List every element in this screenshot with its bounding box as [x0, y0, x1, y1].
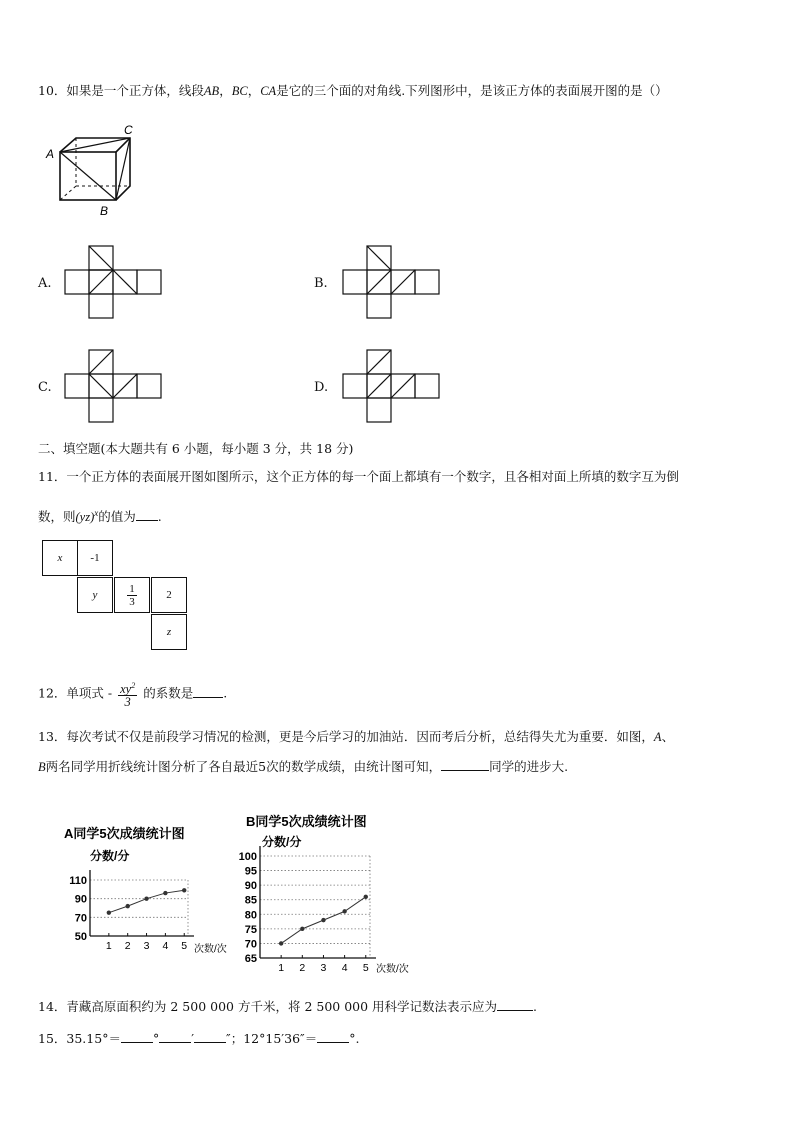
- net-cell-x: x: [42, 540, 78, 576]
- y-tick-label: 75: [244, 923, 257, 936]
- segment-ca: CA: [260, 84, 277, 98]
- chart-b: [230, 810, 430, 980]
- q15-text-b: ″；12°15′36″＝: [226, 1031, 318, 1046]
- degree-end: °.: [349, 1031, 360, 1046]
- q15-answer-blank[interactable]: [317, 1030, 349, 1043]
- period: .: [157, 509, 162, 525]
- y-tick-label: 90: [74, 893, 87, 906]
- data-point: [144, 896, 148, 900]
- x-tick-label: 1: [105, 940, 112, 952]
- student-a: A: [653, 730, 662, 744]
- data-point: [182, 888, 186, 892]
- degree-symbol: °: [152, 1031, 160, 1046]
- q11-text-b: 数，则: [38, 509, 76, 525]
- y-tick-label: 85: [244, 894, 257, 907]
- q15-text: 35.15°＝: [66, 1031, 121, 1046]
- fraction-denominator: 3: [129, 595, 135, 608]
- net-cell-one-third: [114, 577, 150, 613]
- data-point: [107, 910, 111, 914]
- q14-answer-blank[interactable]: [497, 998, 533, 1011]
- count-five: 5: [258, 759, 267, 774]
- q14-number: 14．: [38, 999, 67, 1014]
- y-tick-label: 80: [244, 909, 257, 922]
- q15-minute-blank[interactable]: [159, 1030, 191, 1043]
- option-a-label[interactable]: A.: [38, 276, 52, 291]
- q10-stem: [38, 82, 668, 100]
- net-cell-2: 2: [151, 577, 187, 613]
- q14-text: 青藏高原面积约为 2 500 000 方千米，将 2 500 000 用科学记数法表示应为: [66, 999, 498, 1014]
- q13-text-d: 同学的进步大.: [489, 759, 569, 774]
- x-tick-label: 4: [162, 940, 169, 952]
- option-d-net: [338, 344, 448, 428]
- option-b-label[interactable]: B.: [314, 276, 328, 291]
- segment-ab: AB: [203, 84, 220, 98]
- option-c-net: [60, 344, 170, 428]
- net-cell-neg1: -1: [77, 540, 113, 576]
- q12-text-b: 的系数是: [143, 685, 194, 701]
- q10-text-end: 是它的三个面的对角线.下列图形中，是该正方体的表面展开图的是（）: [276, 83, 668, 98]
- fraction-numerator: xy: [120, 682, 132, 697]
- vertex-c-label: C: [124, 123, 133, 137]
- period: .: [533, 999, 538, 1014]
- q12-stem: [38, 680, 227, 708]
- net-cell-z: z: [151, 614, 187, 650]
- y-tick-label: 95: [244, 865, 257, 878]
- data-point: [342, 909, 346, 913]
- x-tick-label: 3: [320, 962, 327, 974]
- data-point: [364, 895, 368, 899]
- data-point: [125, 904, 129, 908]
- option-d-label[interactable]: D.: [314, 380, 329, 395]
- exponent: 2: [131, 681, 136, 690]
- q15-degree-blank[interactable]: [121, 1030, 153, 1043]
- q15-second-blank[interactable]: [194, 1030, 226, 1043]
- q12-monomial-fraction: [118, 680, 137, 708]
- q13-stem-line2: [38, 758, 568, 776]
- q13-text: 每次考试不仅是前段学习情况的检测，更是今后学习的加油站．因而考后分析，总结得失尤为重要．如图，: [66, 729, 654, 744]
- q12-answer-blank[interactable]: [193, 685, 223, 698]
- q13-text-c: 次的数学成绩，由统计图可知，: [266, 759, 442, 774]
- chart-a-title: A同学5次成绩统计图: [64, 826, 185, 841]
- section-heading: 二、填空题(本大题共有 6 小题，每小题 3 分，共 18 分): [38, 441, 354, 456]
- segment-bc: BC: [231, 84, 248, 98]
- q12-number: 12．: [38, 685, 67, 701]
- x-tick-label: 2: [124, 940, 131, 952]
- chart-b-xlabel: 次数/次: [376, 964, 409, 975]
- q11-number: 11．: [38, 469, 67, 484]
- x-tick-label: 4: [341, 962, 348, 974]
- y-tick-label: 70: [74, 912, 87, 925]
- y-tick-label: 65: [244, 953, 257, 965]
- vertex-a-label: A: [46, 147, 55, 161]
- q11-stem-line2: [38, 504, 162, 526]
- x-tick-label: 3: [143, 940, 150, 952]
- vertex-b-label: B: [100, 204, 109, 218]
- q13-number: 13．: [38, 729, 67, 744]
- fraction-numerator: 1: [129, 582, 135, 595]
- q15-number: 15．: [38, 1031, 67, 1046]
- cube-figure: [38, 120, 138, 220]
- q12-text: 单项式 -: [66, 685, 113, 701]
- q11-net: [42, 540, 192, 652]
- x-tick-label: 5: [181, 940, 188, 952]
- q11-text: 一个正方体的表面展开图如图所示，这个正方体的每一个面上都填有一个数字，且各相对面上所填的数字互为倒: [66, 469, 679, 484]
- net-cell-y: y: [77, 577, 113, 613]
- q11-answer-blank[interactable]: [136, 508, 158, 521]
- option-c-label[interactable]: C.: [38, 380, 52, 395]
- x-tick-label: 1: [278, 962, 285, 974]
- q11-stem-line1: [38, 468, 679, 486]
- option-a-net: [60, 240, 170, 324]
- q10-number: 10．: [38, 83, 67, 98]
- separator: ，: [247, 83, 261, 98]
- x-tick-label: 2: [299, 962, 306, 974]
- y-tick-label: 70: [244, 938, 257, 951]
- q11-text-c: 的值为: [98, 509, 136, 525]
- y-tick-label: 50: [74, 931, 87, 943]
- y-tick-label: 100: [238, 851, 257, 863]
- q13-stem-line1: [38, 728, 674, 746]
- y-tick-label: 110: [69, 875, 87, 887]
- chart-b-title: B同学5次成绩统计图: [246, 814, 367, 829]
- period: .: [223, 685, 228, 701]
- q10-text: 如果是一个正方体，线段: [66, 83, 204, 98]
- data-point: [279, 941, 283, 945]
- chart-a-ylabel: 分数/分: [90, 849, 130, 863]
- data-point: [300, 927, 304, 931]
- q13-text-b: 两名同学用折线统计图分析了各自最近: [45, 759, 259, 774]
- data-point: [163, 891, 167, 895]
- option-b-net: [338, 240, 448, 324]
- x-tick-label: 5: [362, 962, 369, 974]
- minute-symbol: ′: [191, 1031, 195, 1046]
- q13-answer-blank[interactable]: [441, 758, 489, 771]
- separator: ，: [219, 83, 232, 98]
- q11-expression-base: (yz): [75, 510, 95, 525]
- data-point: [321, 918, 325, 922]
- chart-a-series-line: [109, 890, 184, 912]
- chart-a-xlabel: 次数/次: [194, 944, 227, 955]
- q15-stem: [38, 1030, 359, 1048]
- chart-b-ylabel: 分数/分: [262, 835, 302, 849]
- y-tick-label: 90: [244, 880, 257, 893]
- separator: 、: [661, 729, 675, 744]
- q11-expression-exponent: x: [94, 508, 99, 518]
- q14-stem: [38, 998, 537, 1016]
- fraction-denominator: 3: [124, 695, 131, 710]
- chart-a: [60, 818, 250, 958]
- student-b: B: [38, 760, 46, 774]
